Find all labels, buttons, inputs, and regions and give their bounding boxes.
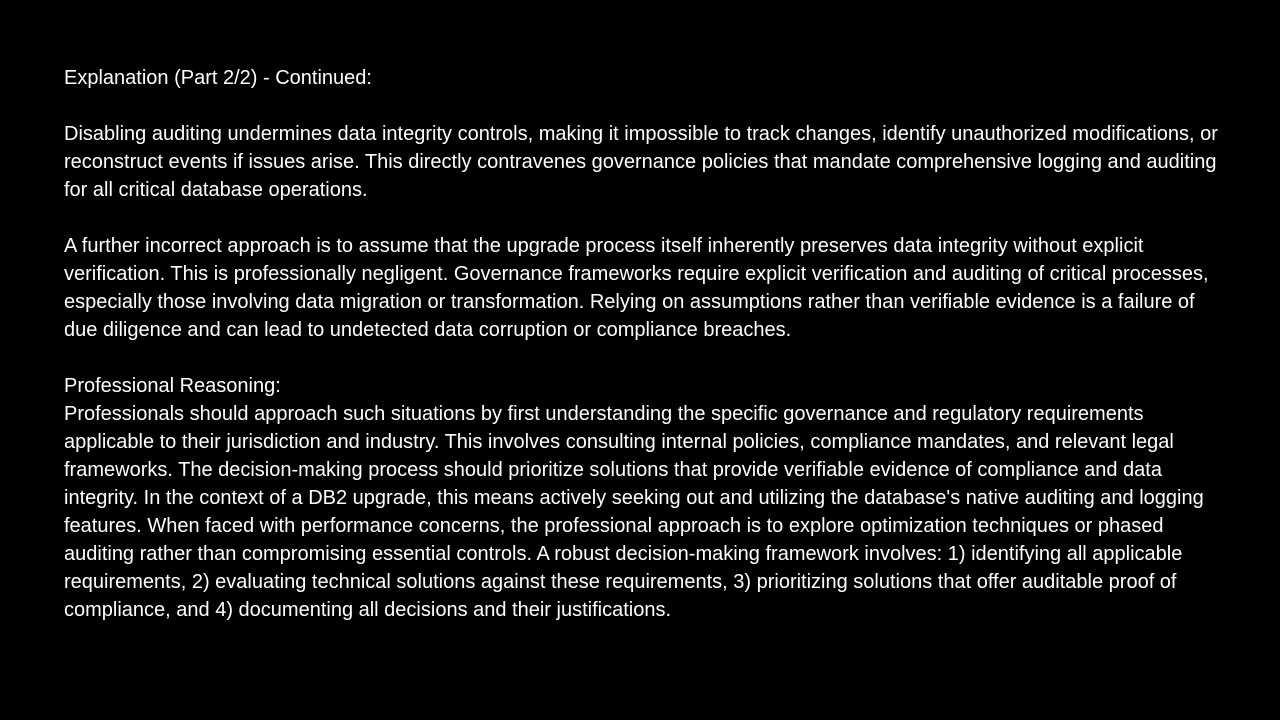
document-heading: Explanation (Part 2/2) - Continued: — [64, 67, 372, 89]
spacer — [64, 204, 1224, 232]
document-body — [64, 64, 1224, 624]
section-heading-professional-reasoning: Professional Reasoning: — [64, 375, 281, 397]
spacer — [64, 92, 1224, 120]
paragraph-incorrect-approach: A further incorrect approach is to assume that the upgrade process itself inherently preserves data integrity without explicit verification. This is professionally negligent. Governance frameworks require explicit verification and auditing of critical processes, especially those involving data migration or transformation. Relying on assumptions rather than verifiable evidence is a failure of due diligence and can lead to undetected data corruption or compliance breaches. — [64, 235, 1209, 341]
paragraph-professional-reasoning: Professionals should approach such situations by first understanding the specific governance and regulatory requirements applicable to their jurisdiction and industry. This involves consulting internal policies, compliance mandates, and relevant legal frameworks. The decision-making process should prioritize solutions that provide verifiable evidence of compliance and data integrity. In the context of a DB2 upgrade, this means actively seeking out and utilizing the database's native auditing and logging features. When faced with performance concerns, the professional approach is to explore optimization techniques or phased auditing rather than compromising essential controls. A robust decision-making framework involves: 1) identifying all applicable requirements, 2) evaluating technical solutions against these requirements, 3) prioritizing solutions that offer auditable proof of compliance, and 4) documenting all decisions and their justifications. — [64, 403, 1204, 621]
spacer — [64, 344, 1224, 372]
paragraph-auditing: Disabling auditing undermines data integrity controls, making it impossible to track changes, identify unauthorized modifications, or reconstruct events if issues arise. This directly contravenes governance policies that mandate comprehensive logging and auditing for all critical database operations. — [64, 123, 1218, 201]
